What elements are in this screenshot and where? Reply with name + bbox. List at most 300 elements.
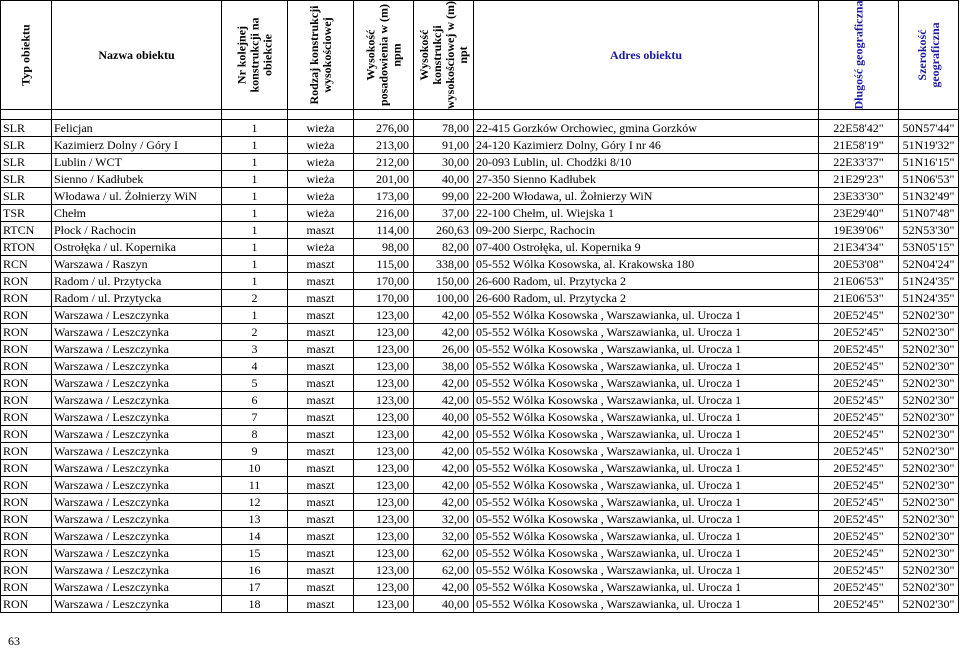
cell-szerokosc: 52N02'30" (899, 528, 959, 545)
cell-nazwa: Ostrołęka / ul. Kopernika (52, 239, 222, 256)
cell-rodzaj: wieża (288, 171, 354, 188)
cell-typ: RON (1, 341, 52, 358)
cell-rodzaj: maszt (288, 341, 354, 358)
cell-adres: 05-552 Wólka Kosowska , Warszawianka, ul. Urocza 1 (474, 562, 819, 579)
cell-wys-konstrukcji: 40,00 (414, 409, 474, 426)
cell-typ: RON (1, 375, 52, 392)
cell-dlugosc: 21E34'34" (819, 239, 899, 256)
cell-wys-konstrukcji: 42,00 (414, 307, 474, 324)
header-wys-posadowienia: Wysokość posadowienia w (m) npm (354, 1, 414, 110)
cell-rodzaj: maszt (288, 409, 354, 426)
cell-nazwa: Warszawa / Leszczynka (52, 358, 222, 375)
cell-adres: 26-600 Radom, ul. Przytycka 2 (474, 273, 819, 290)
cell-nazwa: Warszawa / Leszczynka (52, 392, 222, 409)
cell-wys-posadowienia: 170,00 (354, 290, 414, 307)
cell-szerokosc: 51N16'15" (899, 154, 959, 171)
cell-nazwa: Warszawa / Leszczynka (52, 426, 222, 443)
cell-nazwa: Lublin / WCT (52, 154, 222, 171)
cell-nazwa: Warszawa / Leszczynka (52, 443, 222, 460)
cell-wys-posadowienia: 173,00 (354, 188, 414, 205)
cell-nazwa: Warszawa / Leszczynka (52, 409, 222, 426)
cell-wys-konstrukcji: 38,00 (414, 358, 474, 375)
cell-szerokosc: 51N06'53" (899, 171, 959, 188)
cell-rodzaj: maszt (288, 222, 354, 239)
cell-wys-konstrukcji: 150,00 (414, 273, 474, 290)
cell-nazwa: Warszawa / Leszczynka (52, 596, 222, 613)
table-row (1, 307, 959, 324)
cell-wys-posadowienia: 216,00 (354, 205, 414, 222)
cell-typ: SLR (1, 137, 52, 154)
cell-wys-konstrukcji: 42,00 (414, 392, 474, 409)
cell-dlugosc: 23E29'40" (819, 205, 899, 222)
cell-adres: 09-200 Sierpc, Rachocin (474, 222, 819, 239)
table-row (1, 273, 959, 290)
table-row (1, 358, 959, 375)
table-row (1, 171, 959, 188)
cell-nazwa: Kazimierz Dolny / Góry I (52, 137, 222, 154)
cell-dlugosc: 20E52'45" (819, 528, 899, 545)
cell-dlugosc: 21E58'19" (819, 137, 899, 154)
cell-nr: 1 (222, 171, 288, 188)
cell-wys-posadowienia: 123,00 (354, 511, 414, 528)
cell-szerokosc: 52N02'30" (899, 426, 959, 443)
cell-adres: 05-552 Wólka Kosowska , Warszawianka, ul. Urocza 1 (474, 477, 819, 494)
cell-szerokosc: 52N02'30" (899, 392, 959, 409)
cell-szerokosc: 52N02'30" (899, 443, 959, 460)
header-nr: Nr kolejnej konstrukcji na obiekcie (222, 1, 288, 110)
cell-szerokosc: 52N02'30" (899, 562, 959, 579)
cell-wys-posadowienia: 123,00 (354, 324, 414, 341)
cell-szerokosc: 52N02'30" (899, 477, 959, 494)
cell-dlugosc: 20E53'08" (819, 256, 899, 273)
cell-adres: 22-415 Gorzków Orchowiec, gmina Gorzków (474, 120, 819, 137)
cell-wys-posadowienia: 123,00 (354, 494, 414, 511)
cell-adres: 07-400 Ostrołęka, ul. Kopernika 9 (474, 239, 819, 256)
cell-wys-konstrukcji: 40,00 (414, 596, 474, 613)
cell-nr: 17 (222, 579, 288, 596)
cell-rodzaj: maszt (288, 460, 354, 477)
cell-nr: 1 (222, 137, 288, 154)
cell-nazwa: Warszawa / Leszczynka (52, 562, 222, 579)
cell-dlugosc: 20E52'45" (819, 545, 899, 562)
cell-wys-konstrukcji: 62,00 (414, 545, 474, 562)
cell-rodzaj: wieża (288, 120, 354, 137)
cell-typ: RON (1, 511, 52, 528)
cell-typ: RON (1, 358, 52, 375)
cell-wys-konstrukcji: 42,00 (414, 375, 474, 392)
cell-nazwa: Warszawa / Leszczynka (52, 545, 222, 562)
cell-wys-posadowienia: 213,00 (354, 137, 414, 154)
cell-adres: 05-552 Wólka Kosowska , Warszawianka, ul. Urocza 1 (474, 409, 819, 426)
table-row (1, 409, 959, 426)
cell-nr: 1 (222, 307, 288, 324)
cell-dlugosc: 20E52'45" (819, 460, 899, 477)
table-row (1, 256, 959, 273)
cell-nazwa: Warszawa / Leszczynka (52, 494, 222, 511)
cell-adres: 05-552 Wólka Kosowska , Warszawianka, ul. Urocza 1 (474, 596, 819, 613)
cell-wys-konstrukcji: 99,00 (414, 188, 474, 205)
cell-dlugosc: 20E52'45" (819, 409, 899, 426)
table-row (1, 426, 959, 443)
cell-wys-konstrukcji: 91,00 (414, 137, 474, 154)
cell-wys-posadowienia: 123,00 (354, 392, 414, 409)
cell-nazwa: Włodawa / ul. Żołnierzy WiN (52, 188, 222, 205)
cell-rodzaj: maszt (288, 290, 354, 307)
cell-nazwa: Płock / Rachocin (52, 222, 222, 239)
cell-adres: 05-552 Wólka Kosowska , Warszawianka, ul. Urocza 1 (474, 426, 819, 443)
cell-nazwa: Warszawa / Leszczynka (52, 324, 222, 341)
cell-wys-posadowienia: 276,00 (354, 120, 414, 137)
cell-rodzaj: maszt (288, 596, 354, 613)
cell-wys-posadowienia: 123,00 (354, 409, 414, 426)
cell-wys-konstrukcji: 32,00 (414, 511, 474, 528)
cell-rodzaj: maszt (288, 562, 354, 579)
cell-adres: 05-552 Wólka Kosowska , Warszawianka, ul. Urocza 1 (474, 392, 819, 409)
cell-wys-konstrukcji: 37,00 (414, 205, 474, 222)
cell-adres: 05-552 Wólka Kosowska , Warszawianka, ul. Urocza 1 (474, 579, 819, 596)
cell-wys-posadowienia: 123,00 (354, 477, 414, 494)
cell-szerokosc: 52N02'30" (899, 358, 959, 375)
cell-nazwa: Radom / ul. Przytycka (52, 290, 222, 307)
cell-nr: 1 (222, 205, 288, 222)
cell-nr: 10 (222, 460, 288, 477)
cell-rodzaj: wieża (288, 205, 354, 222)
header-typ: Typ obiektu (1, 1, 52, 110)
cell-wys-posadowienia: 114,00 (354, 222, 414, 239)
cell-adres: 05-552 Wólka Kosowska , Warszawianka, ul. Urocza 1 (474, 460, 819, 477)
cell-dlugosc: 20E52'45" (819, 358, 899, 375)
cell-typ: RTON (1, 239, 52, 256)
cell-nazwa: Warszawa / Leszczynka (52, 511, 222, 528)
cell-adres: 24-120 Kazimierz Dolny, Góry I nr 46 (474, 137, 819, 154)
cell-nazwa: Warszawa / Leszczynka (52, 307, 222, 324)
cell-szerokosc: 52N02'30" (899, 324, 959, 341)
page-number: 63 (8, 634, 20, 648)
cell-rodzaj: wieża (288, 137, 354, 154)
cell-nr: 3 (222, 341, 288, 358)
cell-typ: SLR (1, 188, 52, 205)
cell-nr: 5 (222, 375, 288, 392)
cell-wys-konstrukcji: 30,00 (414, 154, 474, 171)
cell-szerokosc: 52N02'30" (899, 409, 959, 426)
cell-nr: 15 (222, 545, 288, 562)
header-rodzaj: Rodzaj konstrukcji wysokościowej (288, 1, 354, 110)
cell-dlugosc: 20E52'45" (819, 596, 899, 613)
cell-dlugosc: 20E52'45" (819, 392, 899, 409)
cell-adres: 20-093 Lublin, ul. Chodźki 8/10 (474, 154, 819, 171)
table-row (1, 511, 959, 528)
cell-rodzaj: wieża (288, 154, 354, 171)
cell-nr: 1 (222, 154, 288, 171)
cell-rodzaj: maszt (288, 511, 354, 528)
cell-dlugosc: 20E52'45" (819, 375, 899, 392)
cell-szerokosc: 52N02'30" (899, 375, 959, 392)
table-row (1, 596, 959, 613)
cell-adres: 05-552 Wólka Kosowska , Warszawianka, ul. Urocza 1 (474, 528, 819, 545)
cell-wys-posadowienia: 170,00 (354, 273, 414, 290)
cell-rodzaj: maszt (288, 579, 354, 596)
table-row (1, 443, 959, 460)
table-row (1, 120, 959, 137)
cell-rodzaj: maszt (288, 392, 354, 409)
table-row (1, 154, 959, 171)
table-row (1, 375, 959, 392)
cell-rodzaj: wieża (288, 239, 354, 256)
table-row (1, 341, 959, 358)
table-row (1, 528, 959, 545)
cell-wys-konstrukcji: 82,00 (414, 239, 474, 256)
table-row (1, 137, 959, 154)
cell-nr: 8 (222, 426, 288, 443)
cell-nr: 7 (222, 409, 288, 426)
cell-wys-posadowienia: 123,00 (354, 545, 414, 562)
cell-typ: RON (1, 562, 52, 579)
cell-wys-konstrukcji: 42,00 (414, 494, 474, 511)
header-gap-row (1, 110, 959, 120)
cell-szerokosc: 52N04'24" (899, 256, 959, 273)
cell-szerokosc: 53N05'15" (899, 239, 959, 256)
cell-rodzaj: maszt (288, 324, 354, 341)
cell-wys-posadowienia: 123,00 (354, 426, 414, 443)
cell-nr: 18 (222, 596, 288, 613)
cell-wys-posadowienia: 123,00 (354, 375, 414, 392)
cell-dlugosc: 19E39'06" (819, 222, 899, 239)
cell-typ: RON (1, 392, 52, 409)
cell-adres: 05-552 Wólka Kosowska , Warszawianka, ul. Urocza 1 (474, 341, 819, 358)
cell-rodzaj: maszt (288, 307, 354, 324)
cell-adres: 22-100 Chełm, ul. Wiejska 1 (474, 205, 819, 222)
cell-dlugosc: 21E06'53" (819, 290, 899, 307)
table-body (1, 120, 959, 613)
cell-wys-konstrukcji: 338,00 (414, 256, 474, 273)
cell-adres: 05-552 Wólka Kosowska , Warszawianka, ul. Urocza 1 (474, 545, 819, 562)
cell-szerokosc: 52N02'30" (899, 341, 959, 358)
cell-adres: 05-552 Wólka Kosowska , Warszawianka, ul. Urocza 1 (474, 358, 819, 375)
header-adres: Adres obiektu (474, 1, 819, 110)
cell-szerokosc: 51N32'49" (899, 188, 959, 205)
cell-adres: 05-552 Wólka Kosowska , Warszawianka, ul. Urocza 1 (474, 511, 819, 528)
table-row (1, 222, 959, 239)
table-row (1, 494, 959, 511)
cell-szerokosc: 51N24'35" (899, 273, 959, 290)
cell-szerokosc: 51N19'32" (899, 137, 959, 154)
header-row (1, 1, 959, 110)
cell-nr: 16 (222, 562, 288, 579)
cell-nazwa: Warszawa / Leszczynka (52, 528, 222, 545)
cell-nr: 1 (222, 273, 288, 290)
cell-szerokosc: 51N07'48" (899, 205, 959, 222)
cell-szerokosc: 52N02'30" (899, 460, 959, 477)
cell-wys-posadowienia: 123,00 (354, 460, 414, 477)
cell-typ: RON (1, 409, 52, 426)
cell-dlugosc: 20E52'45" (819, 324, 899, 341)
cell-nr: 13 (222, 511, 288, 528)
cell-adres: 05-552 Wólka Kosowska , Warszawianka, ul. Urocza 1 (474, 443, 819, 460)
cell-wys-posadowienia: 123,00 (354, 307, 414, 324)
header-nazwa: Nazwa obiektu (52, 1, 222, 110)
cell-szerokosc: 50N57'44" (899, 120, 959, 137)
cell-nr: 4 (222, 358, 288, 375)
cell-nr: 14 (222, 528, 288, 545)
cell-wys-konstrukcji: 26,00 (414, 341, 474, 358)
cell-nr: 1 (222, 120, 288, 137)
cell-dlugosc: 20E52'45" (819, 443, 899, 460)
cell-szerokosc: 52N53'30" (899, 222, 959, 239)
cell-wys-konstrukcji: 40,00 (414, 171, 474, 188)
cell-nazwa: Radom / ul. Przytycka (52, 273, 222, 290)
cell-nazwa: Chełm (52, 205, 222, 222)
cell-typ: RON (1, 460, 52, 477)
cell-szerokosc: 52N02'30" (899, 545, 959, 562)
cell-dlugosc: 20E52'45" (819, 511, 899, 528)
cell-wys-konstrukcji: 78,00 (414, 120, 474, 137)
cell-szerokosc: 52N02'30" (899, 579, 959, 596)
cell-szerokosc: 52N02'30" (899, 511, 959, 528)
cell-nr: 9 (222, 443, 288, 460)
table-row (1, 477, 959, 494)
cell-nr: 1 (222, 239, 288, 256)
cell-rodzaj: maszt (288, 256, 354, 273)
cell-dlugosc: 21E29'23" (819, 171, 899, 188)
cell-wys-konstrukcji: 62,00 (414, 562, 474, 579)
cell-wys-posadowienia: 123,00 (354, 596, 414, 613)
header-wys-konstrukcji: Wysokość konstrukcji wysokościowej w (m) npt (414, 1, 474, 110)
cell-dlugosc: 22E33'37" (819, 154, 899, 171)
cell-rodzaj: maszt (288, 426, 354, 443)
cell-dlugosc: 20E52'45" (819, 494, 899, 511)
cell-typ: SLR (1, 120, 52, 137)
table-row (1, 460, 959, 477)
cell-typ: RON (1, 596, 52, 613)
cell-dlugosc: 20E52'45" (819, 562, 899, 579)
cell-typ: RON (1, 307, 52, 324)
cell-nr: 2 (222, 290, 288, 307)
cell-dlugosc: 21E06'53" (819, 273, 899, 290)
cell-wys-konstrukcji: 42,00 (414, 477, 474, 494)
cell-typ: RON (1, 494, 52, 511)
cell-adres: 05-552 Wólka Kosowska , Warszawianka, ul. Urocza 1 (474, 307, 819, 324)
cell-wys-konstrukcji: 100,00 (414, 290, 474, 307)
cell-rodzaj: maszt (288, 273, 354, 290)
cell-rodzaj: maszt (288, 477, 354, 494)
table-row (1, 562, 959, 579)
table-row (1, 290, 959, 307)
cell-typ: RON (1, 290, 52, 307)
cell-typ: RCN (1, 256, 52, 273)
cell-wys-posadowienia: 123,00 (354, 358, 414, 375)
cell-nazwa: Warszawa / Leszczynka (52, 477, 222, 494)
table-row (1, 239, 959, 256)
cell-adres: 05-552 Wólka Kosowska , Warszawianka, ul. Urocza 1 (474, 494, 819, 511)
cell-typ: RON (1, 545, 52, 562)
cell-typ: RON (1, 477, 52, 494)
cell-nr: 11 (222, 477, 288, 494)
cell-rodzaj: maszt (288, 443, 354, 460)
cell-adres: 05-552 Wólka Kosowska , Warszawianka, ul. Urocza 1 (474, 375, 819, 392)
header-szerokosc: Szerokość geograficzna (899, 1, 959, 110)
cell-typ: RON (1, 324, 52, 341)
cell-typ: RON (1, 273, 52, 290)
cell-wys-posadowienia: 123,00 (354, 341, 414, 358)
cell-nazwa: Warszawa / Leszczynka (52, 460, 222, 477)
cell-szerokosc: 52N02'30" (899, 307, 959, 324)
cell-rodzaj: maszt (288, 528, 354, 545)
cell-dlugosc: 20E52'45" (819, 307, 899, 324)
cell-adres: 22-200 Włodawa, ul. Żołnierzy WiN (474, 188, 819, 205)
cell-nr: 1 (222, 222, 288, 239)
cell-rodzaj: maszt (288, 375, 354, 392)
cell-wys-posadowienia: 201,00 (354, 171, 414, 188)
cell-wys-posadowienia: 212,00 (354, 154, 414, 171)
cell-wys-konstrukcji: 42,00 (414, 460, 474, 477)
table-row (1, 188, 959, 205)
cell-wys-konstrukcji: 42,00 (414, 579, 474, 596)
header-dlugosc: Długość geograficzna (819, 1, 899, 110)
cell-adres: 27-350 Sienno Kadłubek (474, 171, 819, 188)
cell-rodzaj: maszt (288, 545, 354, 562)
cell-adres: 05-552 Wólka Kosowska, al. Krakowska 180 (474, 256, 819, 273)
cell-wys-posadowienia: 123,00 (354, 579, 414, 596)
cell-nazwa: Warszawa / Leszczynka (52, 579, 222, 596)
cell-typ: SLR (1, 154, 52, 171)
cell-wys-posadowienia: 123,00 (354, 562, 414, 579)
cell-nazwa: Warszawa / Leszczynka (52, 341, 222, 358)
cell-typ: RON (1, 528, 52, 545)
cell-adres: 26-600 Radom, ul. Przytycka 2 (474, 290, 819, 307)
cell-adres: 05-552 Wólka Kosowska , Warszawianka, ul. Urocza 1 (474, 324, 819, 341)
cell-nazwa: Sienno / Kadłubek (52, 171, 222, 188)
cell-wys-konstrukcji: 32,00 (414, 528, 474, 545)
cell-dlugosc: 22E58'42" (819, 120, 899, 137)
cell-nr: 1 (222, 256, 288, 273)
cell-dlugosc: 23E33'30" (819, 188, 899, 205)
cell-wys-konstrukcji: 42,00 (414, 443, 474, 460)
cell-typ: RON (1, 426, 52, 443)
cell-nr: 2 (222, 324, 288, 341)
cell-typ: RTCN (1, 222, 52, 239)
cell-wys-konstrukcji: 260,63 (414, 222, 474, 239)
cell-dlugosc: 20E52'45" (819, 426, 899, 443)
cell-nazwa: Warszawa / Raszyn (52, 256, 222, 273)
cell-rodzaj: maszt (288, 494, 354, 511)
table-row (1, 545, 959, 562)
cell-wys-posadowienia: 98,00 (354, 239, 414, 256)
cell-wys-konstrukcji: 42,00 (414, 324, 474, 341)
cell-dlugosc: 20E52'45" (819, 341, 899, 358)
cell-nr: 12 (222, 494, 288, 511)
cell-typ: RON (1, 443, 52, 460)
table-row (1, 324, 959, 341)
cell-typ: SLR (1, 171, 52, 188)
cell-nazwa: Felicjan (52, 120, 222, 137)
cell-typ: RON (1, 579, 52, 596)
cell-wys-posadowienia: 123,00 (354, 443, 414, 460)
cell-wys-konstrukcji: 42,00 (414, 426, 474, 443)
table-row (1, 579, 959, 596)
table-row (1, 392, 959, 409)
cell-nazwa: Warszawa / Leszczynka (52, 375, 222, 392)
cell-dlugosc: 20E52'45" (819, 477, 899, 494)
cell-nr: 1 (222, 188, 288, 205)
cell-typ: TSR (1, 205, 52, 222)
cell-szerokosc: 52N02'30" (899, 596, 959, 613)
table-row (1, 205, 959, 222)
cell-rodzaj: maszt (288, 358, 354, 375)
cell-nr: 6 (222, 392, 288, 409)
cell-rodzaj: wieża (288, 188, 354, 205)
cell-szerokosc: 51N24'35" (899, 290, 959, 307)
cell-dlugosc: 20E52'45" (819, 579, 899, 596)
